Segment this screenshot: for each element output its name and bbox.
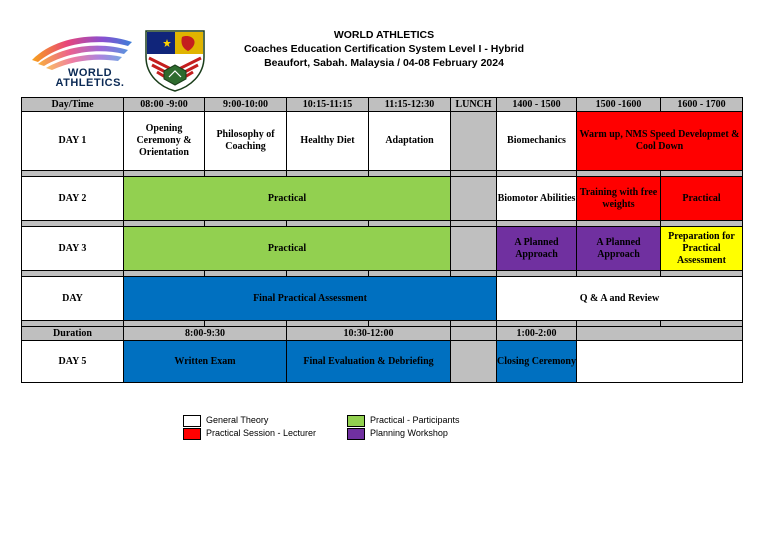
day1-row bbox=[22, 112, 743, 171]
day4-qa-review: Q & A and Review bbox=[497, 277, 743, 321]
header-slot-3: 10:15-11:15 bbox=[287, 98, 369, 112]
world-athletics-swoosh-icon bbox=[28, 30, 138, 70]
day3-preparation: Preparation for Practical Assessment bbox=[661, 227, 743, 271]
schedule-table bbox=[21, 97, 743, 383]
day1-philosophy: Philosophy of Coaching bbox=[205, 112, 287, 171]
duration-slot-4 bbox=[577, 327, 743, 341]
day5-lunch bbox=[451, 341, 497, 383]
legend-label-planning-workshop: Planning Workshop bbox=[370, 428, 448, 438]
legend-label-general-theory: General Theory bbox=[206, 415, 269, 425]
day5-final-evaluation: Final Evaluation & Debriefing bbox=[287, 341, 451, 383]
duration-label: Duration bbox=[22, 327, 124, 341]
day5-row bbox=[22, 341, 743, 383]
day3-lunch bbox=[451, 227, 497, 271]
sabah-crest-logo bbox=[142, 27, 208, 93]
legend-swatch-practical-lecturer bbox=[183, 428, 201, 440]
world-athletics-logo bbox=[28, 30, 138, 92]
day2-practical: Practical bbox=[124, 177, 451, 221]
day1-biomechanics: Biomechanics bbox=[497, 112, 577, 171]
legend-swatch-planning-workshop bbox=[347, 428, 365, 440]
day2-practical-lecturer: Practical bbox=[661, 177, 743, 221]
document-title: WORLD ATHLETICS bbox=[333, 29, 435, 41]
legend-label-practical-participants: Practical - Participants bbox=[370, 415, 460, 425]
day2-label: DAY 2 bbox=[22, 177, 124, 221]
day4-row bbox=[22, 277, 743, 321]
duration-slot-2: 10:30-12:00 bbox=[287, 327, 451, 341]
day4-final-practical: Final Practical Assessment bbox=[124, 277, 497, 321]
day1-label: DAY 1 bbox=[22, 112, 124, 171]
day1-lunch bbox=[451, 112, 497, 171]
header-slot-7: 1500 -1600 bbox=[577, 98, 661, 112]
legend-swatch-general-theory bbox=[183, 415, 201, 427]
day3-row bbox=[22, 227, 743, 271]
duration-lunch bbox=[451, 327, 497, 341]
day3-label: DAY 3 bbox=[22, 227, 124, 271]
day2-free-weights: Training with free weights bbox=[577, 177, 661, 221]
day1-warm-up: Warm up, NMS Speed Developmet & Cool Down bbox=[577, 112, 743, 171]
day5-written-exam: Written Exam bbox=[124, 341, 287, 383]
header-day-time: Day/Time bbox=[22, 98, 124, 112]
document-location: Beaufort, Sabah. Malaysia / 04-08 February 2024 bbox=[264, 57, 504, 69]
day1-opening-ceremony: Opening Ceremony & Orientation bbox=[124, 112, 205, 171]
crest-shield-icon bbox=[142, 27, 208, 93]
document-header bbox=[200, 28, 568, 70]
day2-biomotor: Biomotor Abilities bbox=[497, 177, 577, 221]
legend bbox=[183, 415, 483, 445]
document-subtitle: Coaches Education Certification System Level I - Hybrid bbox=[243, 43, 525, 55]
legend-label-practical-lecturer: Practical Session - Lecturer bbox=[206, 428, 317, 438]
header-slot-8: 1600 - 1700 bbox=[661, 98, 743, 112]
header-lunch: LUNCH bbox=[451, 98, 497, 112]
day5-empty bbox=[577, 341, 743, 383]
duration-row bbox=[22, 327, 743, 341]
day2-lunch bbox=[451, 177, 497, 221]
header-slot-1: 08:00 -9:00 bbox=[124, 98, 205, 112]
logo-text-athletics: ATHLETICS. bbox=[55, 77, 125, 89]
legend-swatch-practical-participants bbox=[347, 415, 365, 427]
header-row bbox=[22, 98, 743, 112]
day2-row bbox=[22, 177, 743, 221]
day5-closing-ceremony: Closing Ceremony bbox=[497, 341, 577, 383]
day5-label: DAY 5 bbox=[22, 341, 124, 383]
day3-planned-approach-1: A Planned Approach bbox=[497, 227, 577, 271]
day3-practical: Practical bbox=[124, 227, 451, 271]
duration-slot-3: 1:00-2:00 bbox=[497, 327, 577, 341]
day4-label: DAY bbox=[22, 277, 124, 321]
day1-adaptation: Adaptation bbox=[369, 112, 451, 171]
logo-text-world: WORLD bbox=[67, 67, 113, 79]
header-slot-2: 9:00-10:00 bbox=[205, 98, 287, 112]
duration-slot-1: 8:00-9:30 bbox=[124, 327, 287, 341]
day3-planned-approach-2: A Planned Approach bbox=[577, 227, 661, 271]
day1-healthy-diet: Healthy Diet bbox=[287, 112, 369, 171]
header-slot-6: 1400 - 1500 bbox=[497, 98, 577, 112]
header-slot-4: 11:15-12:30 bbox=[369, 98, 451, 112]
